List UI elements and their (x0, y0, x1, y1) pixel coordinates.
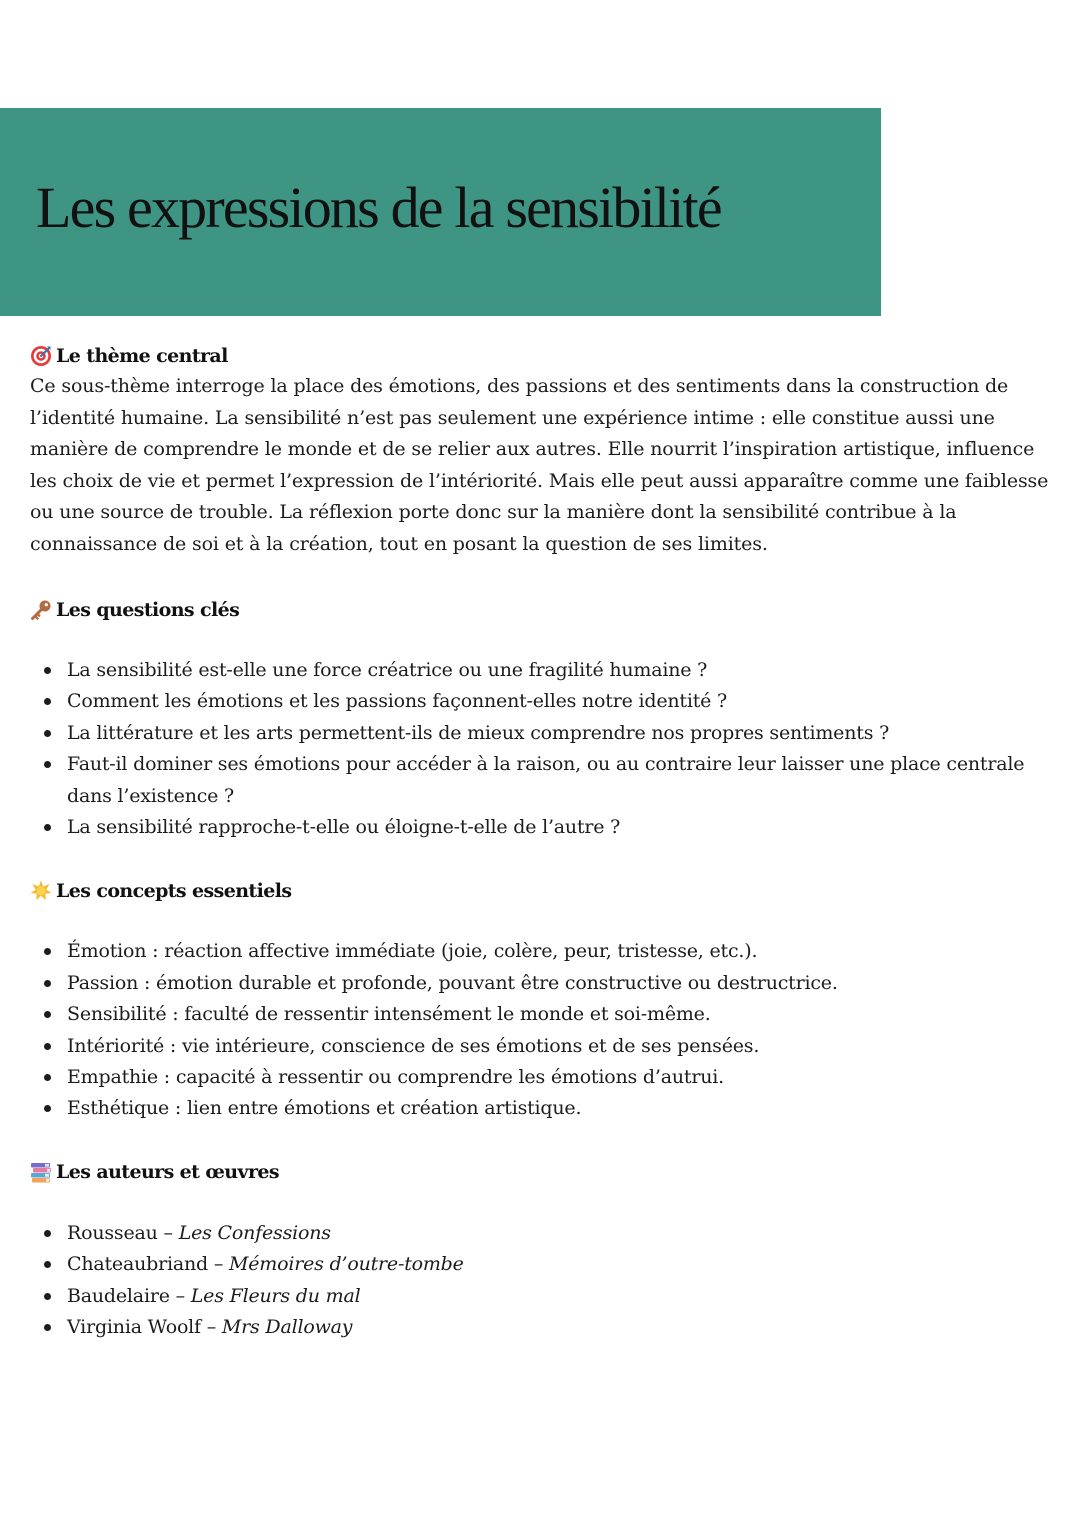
concepts-list (30, 936, 1060, 1124)
work-title: Mrs Dalloway (221, 1316, 353, 1339)
bullet-icon (44, 1105, 51, 1112)
bullet-icon (44, 1230, 51, 1237)
section-heading-label: Le thème central (56, 344, 228, 367)
list-item (30, 1312, 1060, 1343)
bullet-icon (44, 761, 51, 768)
work-title: Les Confessions (178, 1221, 331, 1244)
authors-list (30, 1218, 1060, 1344)
bullet-icon (44, 1074, 51, 1081)
separator: – (200, 1316, 222, 1339)
bullet-icon (44, 730, 51, 737)
author-name: Virginia Woolf (67, 1316, 201, 1339)
list-item: La sensibilité est-elle une force créatrice ou une fragilité humaine ? (30, 655, 1060, 686)
author-name: Rousseau (67, 1221, 158, 1244)
bullet-icon (44, 1293, 51, 1300)
bullet-icon (44, 980, 51, 987)
list-item: Empathie : capacité à ressentir ou comprendre les émotions d’autrui. (30, 1062, 1060, 1093)
section-heading-authors (30, 1157, 1060, 1188)
star-icon (30, 880, 52, 902)
bullet-icon (44, 667, 51, 674)
list-item: La littérature et les arts permettent-ils de mieux comprendre nos propres sentiments ? (30, 718, 1060, 749)
bullet-icon (44, 1011, 51, 1018)
section-heading-concepts (30, 875, 1060, 906)
books-icon (30, 1161, 52, 1183)
bullet-icon (44, 1261, 51, 1268)
list-item: Passion : émotion durable et profonde, pouvant être constructive ou destructrice. (30, 968, 1060, 999)
target-icon (30, 345, 52, 367)
list-item (30, 1218, 1060, 1249)
work-title: Les Fleurs du mal (190, 1284, 361, 1307)
list-item (30, 1281, 1060, 1312)
section-heading-label: Les questions clés (56, 598, 240, 621)
list-item: Esthétique : lien entre émotions et création artistique. (30, 1093, 1060, 1124)
separator: – (208, 1253, 229, 1276)
section-heading-theme (30, 340, 1060, 371)
title-banner (0, 108, 881, 316)
theme-paragraph: Ce sous-thème interroge la place des émotions, des passions et des sentiments dans la construction de l’identité humaine. La sensibilité n’est pas seulement une expérience intime : elle constitue aussi une manière de comprendre le monde et de se relier aux autres. Elle nourrit l’inspiration artistique, influence les choix de vie et permet l’expression de l’intériorité. Mais elle peut aussi apparaître comme une faiblesse ou une source de trouble. La réflexion porte donc sur la manière dont la sensibilité contribue à la connaissance de soi et à la création, tout en posant la question de ses limites. (30, 375, 1049, 555)
bullet-icon (44, 1324, 51, 1331)
key-icon (30, 599, 52, 621)
questions-list (30, 655, 1060, 843)
author-name: Baudelaire (67, 1284, 170, 1307)
list-item: Émotion : réaction affective immédiate (joie, colère, peur, tristesse, etc.). (30, 936, 1060, 967)
separator: – (157, 1221, 179, 1244)
bullet-icon (44, 824, 51, 831)
section-heading-label: Les auteurs et œuvres (56, 1161, 279, 1184)
list-item: Comment les émotions et les passions façonnent-elles notre identité ? (30, 686, 1060, 717)
section-heading-questions (30, 594, 1060, 625)
list-item: Sensibilité : faculté de ressentir intensément le monde et soi-même. (30, 999, 1060, 1030)
page-title: Les expressions de la sensibilité (36, 175, 721, 240)
work-title: Mémoires d’outre-tombe (228, 1253, 464, 1276)
bullet-icon (44, 698, 51, 705)
list-item: Faut-il dominer ses émotions pour accéder à la raison, ou au contraire leur laisser une place centrale dans l’existence ? (30, 749, 1060, 812)
separator: – (169, 1284, 191, 1307)
list-item (30, 1249, 1060, 1280)
author-name: Chateaubriand (67, 1253, 208, 1276)
section-heading-label: Les concepts essentiels (56, 879, 292, 902)
list-item: La sensibilité rapproche-t-elle ou éloigne-t-elle de l’autre ? (30, 812, 1060, 843)
list-item: Intériorité : vie intérieure, conscience de ses émotions et de ses pensées. (30, 1031, 1060, 1062)
document-body (30, 340, 1060, 1344)
bullet-icon (44, 1043, 51, 1050)
bullet-icon (44, 948, 51, 955)
